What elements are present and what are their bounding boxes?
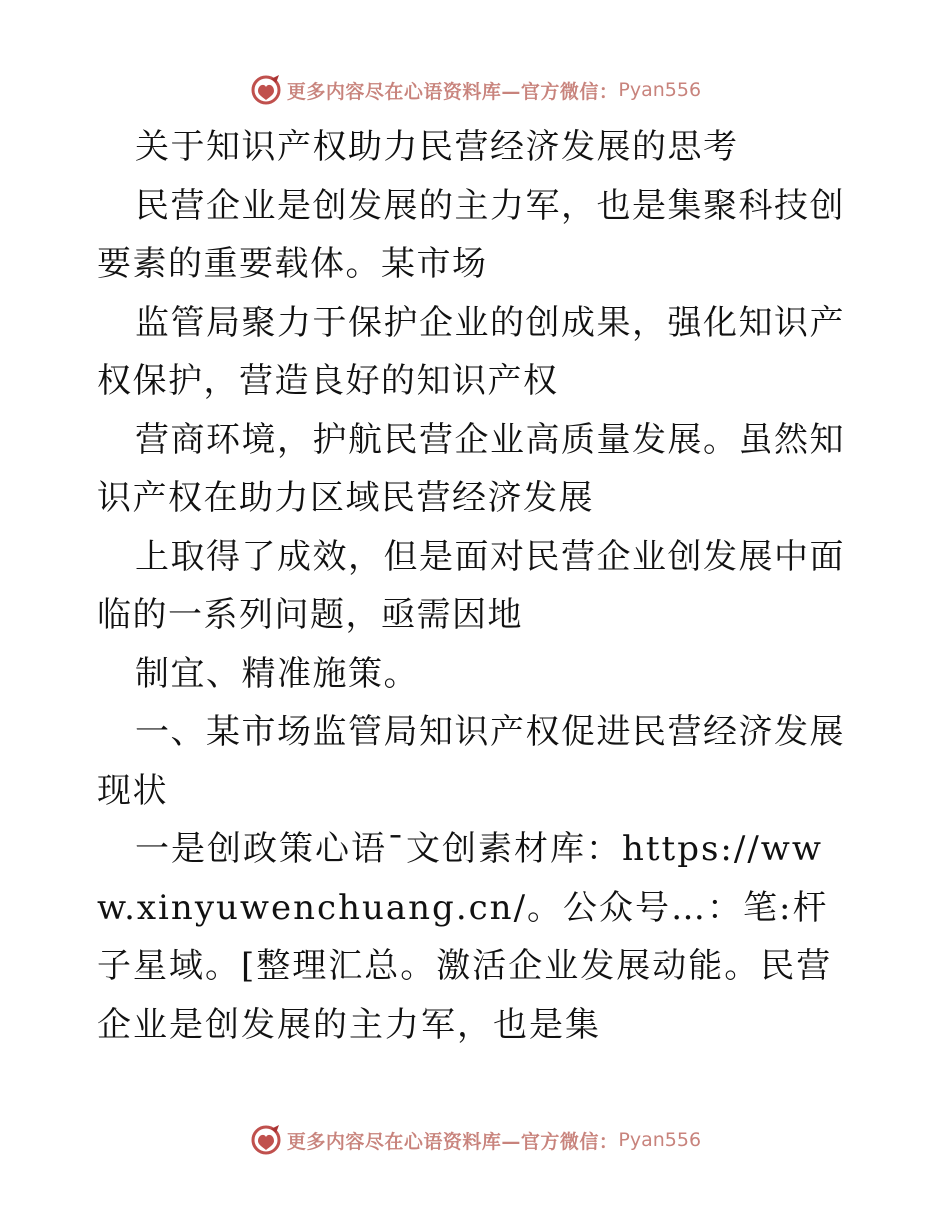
document-title: 关于知识产权助力民营经济发展的思考 xyxy=(135,127,739,167)
paragraph: 一是创政策心语¯文创素材库：https://www.xinyuwenchuang.cn/。公众号…：笔:杆子星域。[整理汇总。激活企业发展动能。民营企业是创发展的主力军，也是集 xyxy=(97,829,833,1045)
watermark-wechat-id: Pyan556 xyxy=(618,79,702,101)
footer-watermark xyxy=(0,1122,950,1158)
paragraph: 民营企业是创发展的主力军，也是集聚科技创要素的重要载体。某市场 xyxy=(97,185,845,284)
paragraph: 营商环境，护航民营企业高质量发展。虽然知识产权在助力区域民营经济发展 xyxy=(97,419,845,518)
watermark-text: 更多内容尽在心语资料库—官方微信： xyxy=(286,1130,619,1153)
paragraph: 制宜、精准施策。 xyxy=(135,653,419,694)
paragraph: 上取得了成效，但是面对民营企业创发展中面临的一系列问题，亟需因地 xyxy=(97,536,845,635)
document-body xyxy=(97,118,857,1054)
heart-pen-logo-icon xyxy=(249,73,283,107)
section-heading: 一、某市场监管局知识产权促进民营经济发展现状 xyxy=(97,712,845,811)
header-watermark xyxy=(0,72,950,108)
watermark-text: 更多内容尽在心语资料库—官方微信： xyxy=(286,80,619,103)
watermark-wechat-id: Pyan556 xyxy=(618,1129,702,1151)
heart-pen-logo-icon xyxy=(249,1123,283,1157)
paragraph: 监管局聚力于保护企业的创成果，强化知识产权保护，营造良好的知识产权 xyxy=(97,302,845,401)
